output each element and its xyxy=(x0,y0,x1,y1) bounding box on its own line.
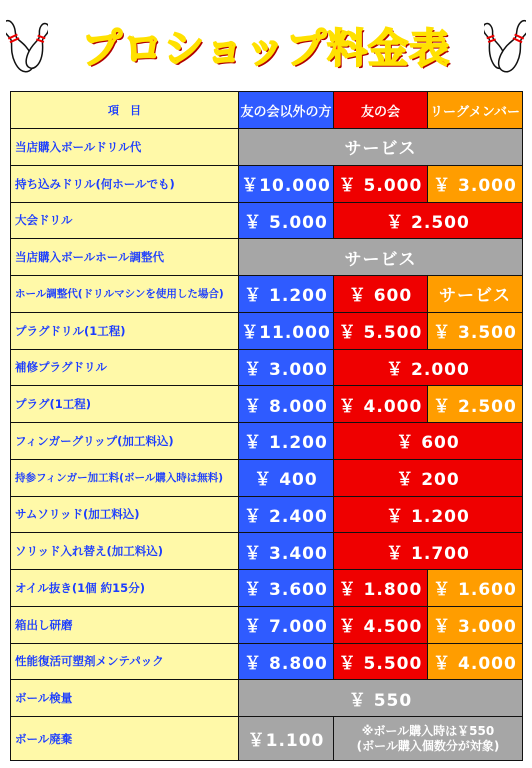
header-item: 項 目 xyxy=(11,92,239,129)
row-label: ソリッド入れ替え(加工料込) xyxy=(11,533,239,570)
price-member: ￥ 4.000 xyxy=(334,386,428,423)
price-member-league: ￥ 200 xyxy=(334,459,523,496)
price-nonmember: ￥1.100 xyxy=(239,717,334,761)
table-row xyxy=(11,570,523,607)
price-member: ￥ 5.500 xyxy=(334,312,428,349)
table-row xyxy=(11,606,523,643)
header-league: リーグメンバー xyxy=(428,92,523,129)
price-league: ￥ 4.000 xyxy=(428,643,523,680)
table-row xyxy=(11,643,523,680)
price-shared: ￥ 550 xyxy=(239,680,523,717)
note-line: ※ボール購入時は￥550 xyxy=(361,723,495,738)
price-table xyxy=(10,91,523,761)
price-league: ￥ 3.000 xyxy=(428,606,523,643)
table-row xyxy=(11,312,523,349)
price-nonmember: ￥ 400 xyxy=(239,459,334,496)
row-label: 当店購入ボールドリル代 xyxy=(11,129,239,166)
page-title: プロショップ料金表 xyxy=(81,25,451,72)
table-row xyxy=(11,165,523,202)
price-member-league: ￥ 600 xyxy=(334,423,523,460)
price-shared: サービス xyxy=(239,239,523,276)
price-nonmember: ￥ 8.000 xyxy=(239,386,334,423)
table-row xyxy=(11,239,523,276)
table-header-row xyxy=(11,92,523,129)
row-label: ボール検量 xyxy=(11,680,239,717)
bowling-pins-icon xyxy=(484,12,526,84)
disposal-note xyxy=(334,717,523,761)
price-member-league: ￥ 2.500 xyxy=(334,202,523,239)
header xyxy=(0,0,532,90)
row-label: プラグドリル(1工程) xyxy=(11,312,239,349)
price-member: ￥ 5.500 xyxy=(334,643,428,680)
price-shared: サービス xyxy=(239,129,523,166)
price-member: ￥ 1.800 xyxy=(334,570,428,607)
table-row xyxy=(11,680,523,717)
table-row xyxy=(11,423,523,460)
table-row xyxy=(11,386,523,423)
header-nonmember: 友の会以外の方 xyxy=(239,92,334,129)
price-nonmember: ￥ 1.200 xyxy=(239,276,334,313)
row-label: プラグ(1工程) xyxy=(11,386,239,423)
price-nonmember: ￥ 8.800 xyxy=(239,643,334,680)
table-row xyxy=(11,717,523,761)
row-label: 大会ドリル xyxy=(11,202,239,239)
row-label: 当店購入ボールホール調整代 xyxy=(11,239,239,276)
price-nonmember: ￥11.000 xyxy=(239,312,334,349)
price-member-league: ￥ 1.200 xyxy=(334,496,523,533)
table-row xyxy=(11,459,523,496)
row-label: ホール調整代(ドリルマシンを使用した場合) xyxy=(11,276,239,313)
note-line: (ボール購入個数分が対象) xyxy=(356,738,500,753)
price-league: ￥ 3.500 xyxy=(428,312,523,349)
row-label: 補修プラグドリル xyxy=(11,349,239,386)
price-member-league: ￥ 1.700 xyxy=(334,533,523,570)
table-row xyxy=(11,496,523,533)
price-nonmember: ￥ 5.000 xyxy=(239,202,334,239)
price-league: ￥ 1.600 xyxy=(428,570,523,607)
price-nonmember: ￥ 2.400 xyxy=(239,496,334,533)
row-label: 性能復活可塑剤メンテパック xyxy=(11,643,239,680)
row-label: ボール廃棄 xyxy=(11,717,239,761)
price-nonmember: ￥10.000 xyxy=(239,165,334,202)
price-nonmember: ￥ 1.200 xyxy=(239,423,334,460)
price-nonmember: ￥ 3.400 xyxy=(239,533,334,570)
price-nonmember: ￥ 7.000 xyxy=(239,606,334,643)
price-nonmember: ￥ 3.000 xyxy=(239,349,334,386)
row-label: フィンガーグリップ(加工料込) xyxy=(11,423,239,460)
row-label: 持ち込みドリル(何ホールでも) xyxy=(11,165,239,202)
price-member: ￥ 600 xyxy=(334,276,428,313)
price-member: ￥ 5.000 xyxy=(334,165,428,202)
bowling-pins-icon xyxy=(6,12,48,84)
table-row xyxy=(11,533,523,570)
price-member-league: ￥ 2.000 xyxy=(334,349,523,386)
price-league: ￥ 3.000 xyxy=(428,165,523,202)
price-league: ￥ 2.500 xyxy=(428,386,523,423)
row-label: 箱出し研磨 xyxy=(11,606,239,643)
header-member: 友の会 xyxy=(334,92,428,129)
table-row xyxy=(11,349,523,386)
price-league: サービス xyxy=(428,276,523,313)
table-row xyxy=(11,276,523,313)
price-member: ￥ 4.500 xyxy=(334,606,428,643)
price-nonmember: ￥ 3.600 xyxy=(239,570,334,607)
table-row xyxy=(11,202,523,239)
row-label: 持参フィンガー加工料(ボール購入時は無料) xyxy=(11,459,239,496)
table-row xyxy=(11,129,523,166)
row-label: サムソリッド(加工料込) xyxy=(11,496,239,533)
row-label: オイル抜き(1個 約15分) xyxy=(11,570,239,607)
